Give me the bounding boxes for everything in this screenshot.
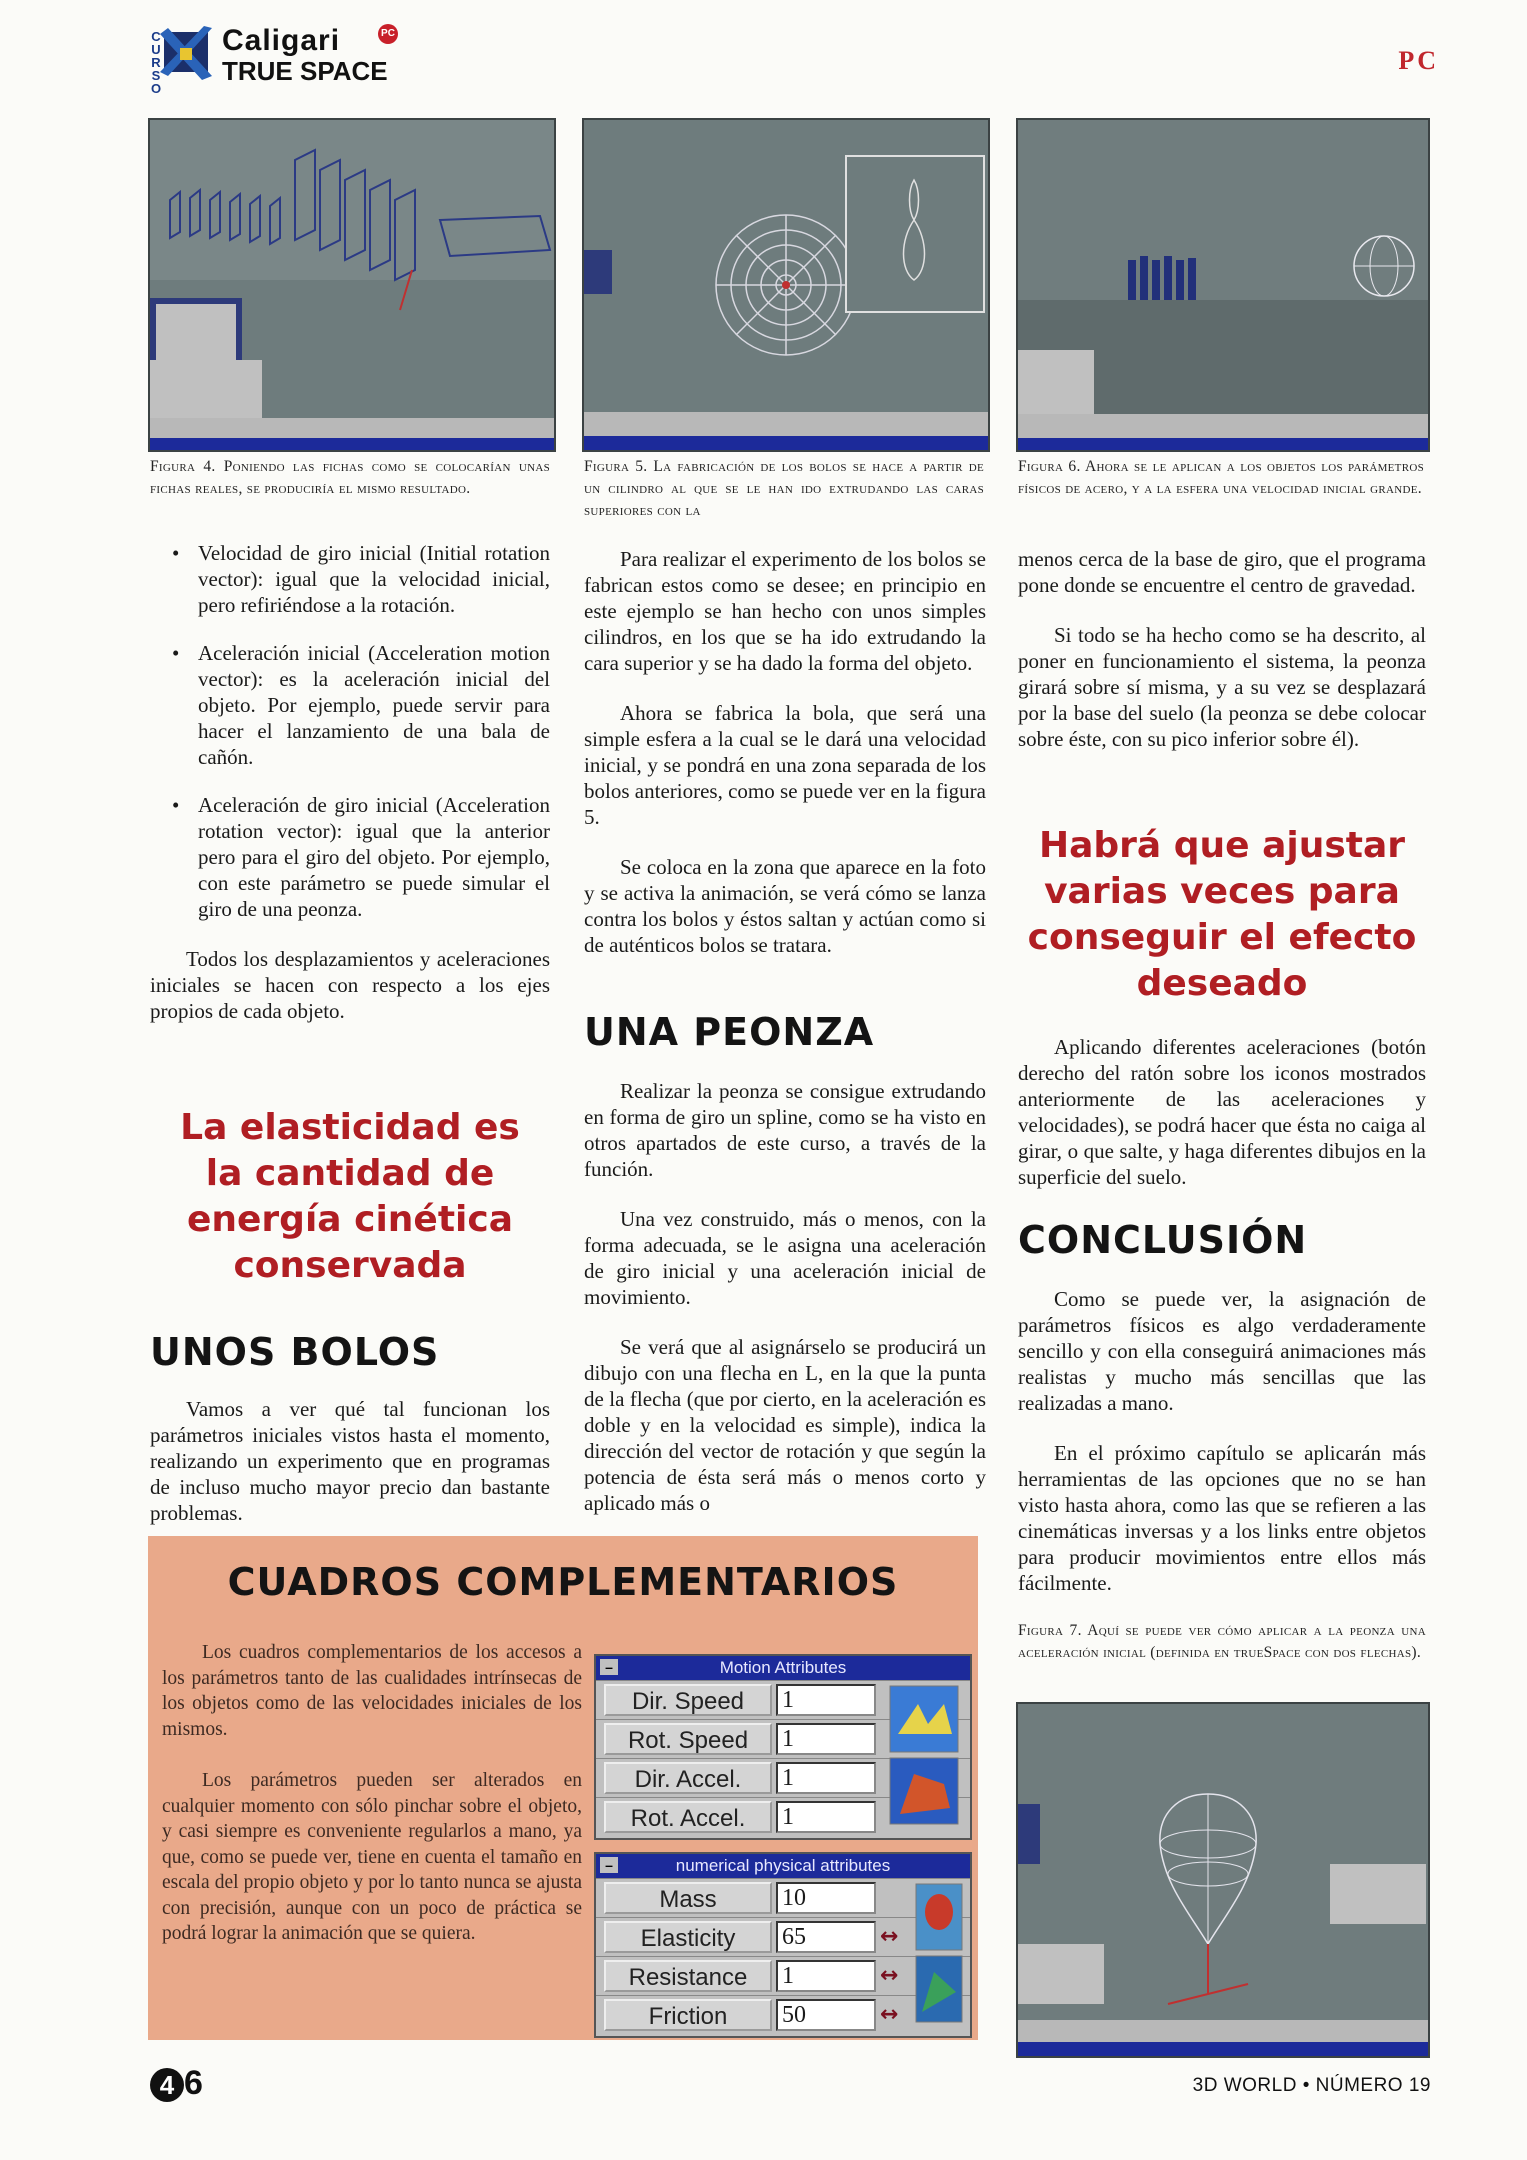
magazine-issue: 3D WORLD • NÚMERO 19 [1192, 2075, 1431, 2096]
logo-curso-letter: O [150, 81, 162, 96]
body-paragraph: Vamos a ver qué tal funcionan los parámetros iniciales vistos hasta el momento, realizando un experimento que en programas de incluso mucho mayor precio dan bastante problemas. [150, 1397, 550, 1525]
dir-accel-button[interactable]: Dir. Accel. [604, 1762, 772, 1794]
page-number-circle: 4 [150, 2068, 184, 2102]
elasticity-field[interactable]: 65 [776, 1921, 876, 1953]
box-text [162, 1640, 582, 1973]
body-paragraph: Realizar la peonza se consigue extrudando en forma de giro un spline, como se ha visto en otros apartados de este curso, a través de la función. [584, 1079, 986, 1181]
pullquote-elasticity: La elasticidad es la cantidad de energía cinética conservada [180, 1107, 520, 1286]
body-paragraph: Se verá que al asignárselo se producirá un dibujo con una flecha en L, en la que la punta de la flecha (que por cierto, en la aceleración es doble y en la velocidad es simple), indica la dirección del vector de rotación y que según la potencia de ésta será más o menos corto y aplicado más o [584, 1335, 986, 1515]
figure-6-caption: Figura 6. Ahora se le aplican a los objetos los parámetros físicos de acero, y a la esfera una velocidad inicial grande. [1018, 458, 1424, 497]
page-number-digit: 6 [184, 2064, 203, 2102]
body-paragraph: Una vez construido, más o menos, con la forma adecuada, se le asigna una aceleración de giro inicial y una aceleración inicial de movimiento. [584, 1207, 986, 1309]
logo-curso-vertical [150, 30, 162, 95]
arrows-icon[interactable]: ↔ [880, 2002, 899, 2027]
column-3-upper [1018, 546, 1426, 776]
rot-speed-button[interactable]: Rot. Speed [604, 1723, 772, 1755]
column-3-middle [1018, 1034, 1426, 1214]
figure-4-caption: Figura 4. Poniendo las fichas como se colocarían unas fichas reales, se produciría el mismo resultado. [150, 458, 550, 497]
dir-accel-field[interactable]: 1 [776, 1762, 876, 1794]
figure-5-screenshot [582, 118, 990, 452]
logo-curso-letter: C [151, 29, 161, 44]
motion-attributes-title: Motion Attributes [719, 1658, 847, 1677]
body-paragraph: menos cerca de la base de giro, que el programa pone donde se encuentre el centro de gravedad. [1018, 547, 1426, 597]
logo-pc-badge: PC [378, 24, 398, 44]
page-number [150, 2063, 203, 2103]
rot-accel-button[interactable]: Rot. Accel. [604, 1801, 772, 1833]
body-paragraph: Aplicando diferentes aceleraciones (botón derecho del ratón sobre los iconos mostrados anteriormente de las aceleraciones y velocidades), se podrá hacer que ésta no caiga al girar, o que salte, y haga diferentes dibujos en la superficie del suelo. [1018, 1035, 1426, 1189]
column-2-upper [584, 546, 986, 982]
motion-attributes-titlebar [596, 1656, 970, 1680]
body-paragraph: Todos los desplazamientos y aceleraciones iniciales se hacen con respecto a los ejes propios de cada objeto. [150, 947, 550, 1023]
initial-parameters-list [150, 540, 550, 922]
resistance-field[interactable]: 1 [776, 1960, 876, 1992]
caligari-logo [150, 22, 400, 96]
list-item: • Aceleración inicial (Acceleration motion vector): es la aceleración inicial del objeto. Por ejemplo, puede servir para hacer el lanzamiento de una bala de cañón. [150, 640, 550, 770]
figure-7-caption: Figura 7. Aquí se puede ver cómo aplicar a la peonza una aceleración inicial (definida en trueSpace con dos flechas). [1018, 1622, 1426, 1661]
window-menu-button[interactable]: – [600, 1659, 618, 1675]
body-paragraph: En el próximo capítulo se aplicarán más herramientas de las opciones que no se han visto hasta ahora, como las que se refieren a las cinemáticas inversas y a los links entre objetos para producir movimientos entre ellos más fácilmente. [1018, 1441, 1426, 1595]
column-3-lower [1018, 1286, 1426, 1620]
section-tag: PC [1398, 46, 1439, 75]
figure-5-caption: Figura 5. La fabricación de los bolos se hace a partir de un cilindro al que se le han ido extrudando las caras superiores con la [584, 458, 984, 519]
rot-speed-field[interactable]: 1 [776, 1723, 876, 1755]
column-2-lower [584, 1078, 986, 1516]
body-paragraph: Para realizar el experimento de los bolos se fabrican estos como se desee; en principio en este ejemplo se han hecho con unos simples cilindros, en los que se ha ido extrudando la cara superior y se ha dado la forma del objeto. [584, 547, 986, 675]
rot-accel-field[interactable]: 1 [776, 1801, 876, 1833]
box-paragraph: Los cuadros complementarios de los accesos a los parámetros tanto de las cualidades intrínsecas de los objetos como de las velocidades iniciales de los mismos. [162, 1642, 582, 1740]
column-1-lower [150, 1396, 550, 1550]
physical-attributes-panel [594, 1852, 972, 2038]
body-paragraph: Ahora se fabrica la bola, que será una simple esfera a la cual se le dará una velocidad inicial, y se pondrá en una zona separada de los bolos anteriores, como se puede ver en la figura 5. [584, 701, 986, 829]
physical-icons [914, 1882, 964, 2030]
logo-line2: TRUE SPACE [222, 56, 388, 86]
body-paragraph: Se coloca en la zona que aparece en la foto y se activa la animación, se verá cómo se lanza contra los bolos y éstos saltan y actúan como si de auténticos bolos se tratara. [584, 855, 986, 957]
box-paragraph: Los parámetros pueden ser alterados en cualquier momento con sólo pinchar sobre el objeto, y casi siempre es conveniente regularlos a mano, ya que, como se puede ver, tiene en cuenta el tamaño en escala del propio objeto y por lo tanto nunca se ajusta con precisión, aunque con un poco de práctica se podrá lograr la animación que se quiera. [162, 1770, 582, 1944]
friction-button[interactable]: Friction [604, 1999, 772, 2031]
motion-icons [888, 1684, 962, 1832]
arrows-icon[interactable]: ↔ [880, 1924, 899, 1949]
heading-conclusion: CONCLUSIÓN [1018, 1218, 1308, 1262]
dir-speed-button[interactable]: Dir. Speed [604, 1684, 772, 1716]
motion-attributes-panel [594, 1654, 972, 1840]
logo-curso-letter: U [151, 42, 161, 57]
resistance-button[interactable]: Resistance [604, 1960, 772, 1992]
arrows-icon[interactable]: ↔ [880, 1963, 899, 1988]
logo-curso-letter: S [151, 68, 161, 83]
body-paragraph: Si todo se ha hecho como se ha descrito, al poner en funcionamiento el sistema, la peonza girará sobre sí misma, y a su vez se desplazará por la base del suelo (la peonza se debe colocar sobre éste, con su pico inferior sobre él). [1018, 623, 1426, 751]
list-item: • Velocidad de giro inicial (Initial rotation vector): igual que la velocidad inicial, pero refiriéndose a la rotación. [150, 540, 550, 618]
box-title: CUADROS COMPLEMENTARIOS [227, 1560, 899, 1604]
heading-una-peonza: UNA PEONZA [584, 1010, 875, 1054]
window-menu-button[interactable]: – [600, 1857, 618, 1873]
logo-curso-letter: R [151, 55, 161, 70]
physical-attributes-titlebar [596, 1854, 970, 1878]
mass-field[interactable]: 10 [776, 1882, 876, 1914]
logo-line1: Caligari [222, 24, 341, 57]
body-paragraph: Como se puede ver, la asignación de parámetros físicos es algo verdaderamente sencillo y con ella conseguirá animaciones más realistas y mucho más sencillas que las realizadas a mano. [1018, 1287, 1426, 1415]
figure-4-screenshot [148, 118, 556, 452]
heading-unos-bolos: UNOS BOLOS [150, 1330, 440, 1374]
friction-field[interactable]: 50 [776, 1999, 876, 2031]
physical-attributes-title: numerical physical attributes [675, 1856, 891, 1875]
pullquote-ajustar: Habrá que ajustar varias veces para conseguir el efecto deseado [1027, 825, 1417, 1004]
list-item: • Aceleración de giro inicial (Acceleration rotation vector): igual que la anterior pero para el giro del objeto. Por ejemplo, con este parámetro se puede simular el giro de una peonza. [150, 792, 550, 922]
figure-6-screenshot [1016, 118, 1430, 452]
figure-7-screenshot [1016, 1702, 1430, 2058]
elasticity-button[interactable]: Elasticity [604, 1921, 772, 1953]
column-1-upper [150, 540, 550, 1048]
cuadros-complementarios-box [148, 1536, 978, 2040]
mass-button[interactable]: Mass [604, 1882, 772, 1914]
dir-speed-field[interactable]: 1 [776, 1684, 876, 1716]
